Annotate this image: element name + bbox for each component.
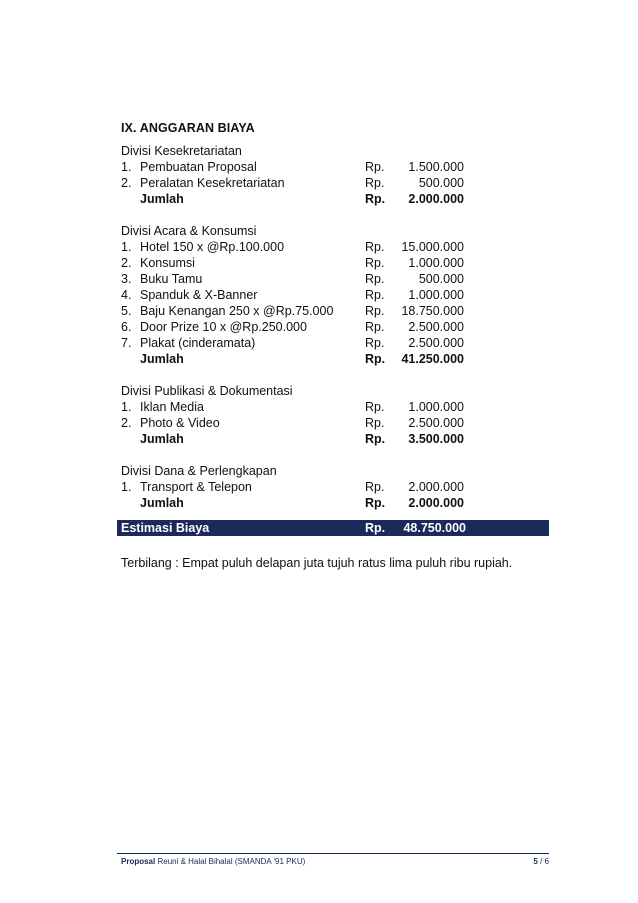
subtotal-amount: 2.000.000 bbox=[408, 192, 464, 206]
subtotal-row bbox=[121, 431, 551, 447]
section-title: IX. ANGGARAN BIAYA bbox=[121, 121, 255, 135]
item-label: Photo & Video bbox=[140, 416, 220, 430]
item-amount: 500.000 bbox=[418, 176, 464, 190]
item-number: 2. bbox=[121, 416, 132, 430]
budget-row bbox=[121, 271, 551, 287]
item-label: Konsumsi bbox=[140, 256, 195, 270]
footer-document-title bbox=[121, 855, 305, 869]
estimate-currency: Rp. bbox=[365, 521, 386, 535]
item-label: Spanduk & X-Banner bbox=[140, 288, 258, 302]
item-label: Transport & Telepon bbox=[140, 480, 252, 494]
item-label: Baju Kenangan 250 x @Rp.75.000 bbox=[140, 304, 334, 318]
subtotal-row bbox=[121, 351, 551, 367]
subtotal-row bbox=[121, 191, 551, 207]
subtotal-label: Jumlah bbox=[140, 352, 184, 366]
item-number: 4. bbox=[121, 288, 132, 302]
item-amount: 1.500.000 bbox=[408, 160, 464, 174]
item-currency: Rp. bbox=[365, 176, 385, 190]
subtotal-currency: Rp. bbox=[365, 432, 386, 446]
item-amount: 18.750.000 bbox=[401, 304, 464, 318]
item-amount: 1.000.000 bbox=[408, 400, 464, 414]
item-label: Buku Tamu bbox=[140, 272, 203, 286]
item-number: 1. bbox=[121, 480, 132, 494]
page-number bbox=[533, 855, 549, 869]
item-currency: Rp. bbox=[365, 480, 385, 494]
budget-content bbox=[121, 143, 551, 527]
item-currency: Rp. bbox=[365, 256, 385, 270]
division-title-text: Divisi Dana & Perlengkapan bbox=[121, 464, 277, 478]
division-dana-perlengkapan bbox=[121, 463, 551, 511]
item-currency: Rp. bbox=[365, 416, 385, 430]
item-currency: Rp. bbox=[365, 240, 385, 254]
item-label: Hotel 150 x @Rp.100.000 bbox=[140, 240, 285, 254]
footer-doc-type: Proposal bbox=[121, 857, 156, 866]
item-label: Peralatan Kesekretariatan bbox=[140, 176, 285, 190]
subtotal-amount: 3.500.000 bbox=[408, 432, 464, 446]
item-label: Iklan Media bbox=[140, 400, 204, 414]
item-number: 5. bbox=[121, 304, 132, 318]
division-title bbox=[121, 143, 551, 159]
item-number: 1. bbox=[121, 160, 132, 174]
division-publikasi-dokumentasi bbox=[121, 383, 551, 447]
item-currency: Rp. bbox=[365, 272, 385, 286]
budget-row bbox=[121, 399, 551, 415]
item-amount: 1.000.000 bbox=[408, 288, 464, 302]
item-number: 7. bbox=[121, 336, 132, 350]
division-acara-konsumsi bbox=[121, 223, 551, 367]
item-amount: 500.000 bbox=[418, 272, 464, 286]
item-amount: 2.000.000 bbox=[408, 480, 464, 494]
subtotal-label: Jumlah bbox=[140, 432, 184, 446]
page-current: 5 bbox=[533, 857, 538, 866]
subtotal-amount: 41.250.000 bbox=[401, 352, 464, 366]
footer-doc-title: Reuni & Halal Bihalal (SMANDA '91 PKU) bbox=[157, 857, 306, 866]
item-currency: Rp. bbox=[365, 288, 385, 302]
division-title bbox=[121, 383, 551, 399]
item-amount: 2.500.000 bbox=[408, 320, 464, 334]
amount-in-words: Terbilang : Empat puluh delapan juta tujuh ratus lima puluh ribu rupiah. bbox=[121, 556, 513, 570]
item-currency: Rp. bbox=[365, 304, 385, 318]
subtotal-currency: Rp. bbox=[365, 352, 386, 366]
item-amount: 1.000.000 bbox=[408, 256, 464, 270]
item-number: 1. bbox=[121, 400, 132, 414]
item-number: 6. bbox=[121, 320, 132, 334]
budget-row bbox=[121, 335, 551, 351]
estimate-label: Estimasi Biaya bbox=[121, 521, 210, 535]
item-label: Door Prize 10 x @Rp.250.000 bbox=[140, 320, 307, 334]
page-footer bbox=[121, 855, 549, 869]
estimate-total-bar bbox=[117, 520, 549, 536]
item-amount: 2.500.000 bbox=[408, 336, 464, 350]
page-separator: / bbox=[537, 857, 545, 866]
subtotal-currency: Rp. bbox=[365, 192, 386, 206]
division-kesekretariatan bbox=[121, 143, 551, 207]
division-title-text: Divisi Kesekretariatan bbox=[121, 144, 242, 158]
item-label: Plakat (cinderamata) bbox=[140, 336, 256, 350]
division-title-text: Divisi Publikasi & Dokumentasi bbox=[121, 384, 293, 398]
subtotal-row bbox=[121, 495, 551, 511]
item-number: 2. bbox=[121, 176, 132, 190]
item-currency: Rp. bbox=[365, 400, 385, 414]
division-title bbox=[121, 463, 551, 479]
division-title bbox=[121, 223, 551, 239]
item-amount: 15.000.000 bbox=[401, 240, 464, 254]
item-label: Pembuatan Proposal bbox=[140, 160, 257, 174]
item-amount: 2.500.000 bbox=[408, 416, 464, 430]
budget-row bbox=[121, 479, 551, 495]
budget-row bbox=[121, 159, 551, 175]
subtotal-label: Jumlah bbox=[140, 192, 184, 206]
budget-row bbox=[121, 255, 551, 271]
division-title-text: Divisi Acara & Konsumsi bbox=[121, 224, 257, 238]
item-currency: Rp. bbox=[365, 320, 385, 334]
footer-divider bbox=[117, 853, 549, 854]
item-currency: Rp. bbox=[365, 336, 385, 350]
budget-row bbox=[121, 239, 551, 255]
subtotal-label: Jumlah bbox=[140, 496, 184, 510]
budget-row bbox=[121, 303, 551, 319]
item-currency: Rp. bbox=[365, 160, 385, 174]
budget-row bbox=[121, 287, 551, 303]
subtotal-amount: 2.000.000 bbox=[408, 496, 464, 510]
item-number: 2. bbox=[121, 256, 132, 270]
budget-row bbox=[121, 175, 551, 191]
item-number: 1. bbox=[121, 240, 132, 254]
estimate-amount: 48.750.000 bbox=[403, 521, 466, 535]
item-number: 3. bbox=[121, 272, 132, 286]
subtotal-currency: Rp. bbox=[365, 496, 386, 510]
page-total: 6 bbox=[544, 857, 549, 866]
budget-row bbox=[121, 415, 551, 431]
budget-row bbox=[121, 319, 551, 335]
